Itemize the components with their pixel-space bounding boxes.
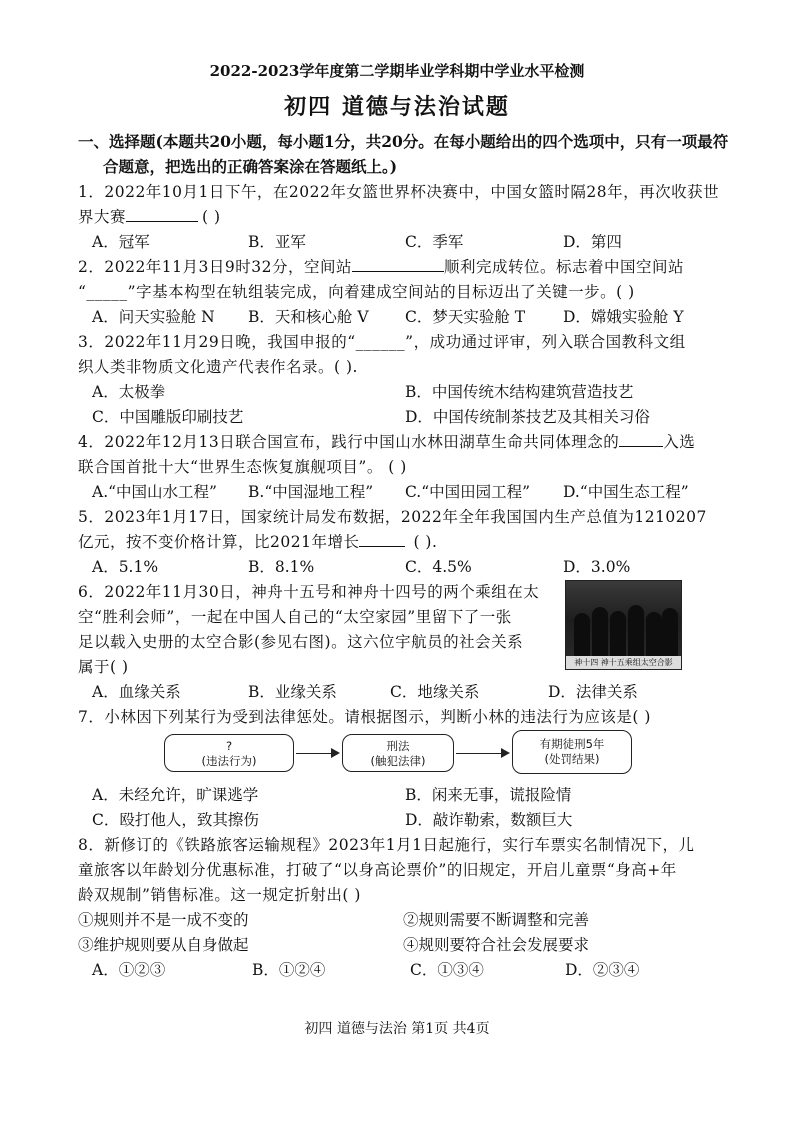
q5-option-a: A．5.1% [92,558,159,576]
flow-box-result-line1: 有期徒刑5年 [539,737,605,751]
q6-option-d: D．法律关系 [548,683,638,701]
q8-statement-2: ②规则需要不断调整和完善 [403,911,590,929]
section-heading-line2: 合题意，把选出的正确答案涂在答题纸上。) [103,157,398,176]
q6-option-c: C．地缘关系 [390,683,480,701]
q4-stem-text-b: 入选 [663,433,696,451]
q2-stem-text-a: 2．2022年11月3日9时32分，空间站 [78,258,352,276]
section-heading-line1: 一、选择题(本题共20小题，每小题1分，共20分。在每小题给出的四个选项中，只有一项最符 [78,132,729,151]
q8-statement-4: ④规则要符合社会发展要求 [403,936,590,954]
q4-option-c: C.“中国田园工程” [405,483,531,501]
answer-blank [359,532,405,547]
answer-blank [352,257,444,272]
exam-title: 初四 道德与法治试题 [284,94,510,120]
q6-option-a: A．血缘关系 [92,683,181,701]
q3-option-a: A．太极拳 [92,383,166,401]
q4-option-b: B.“中国湿地工程” [248,483,374,501]
q2-option-b: B．天和核心舱 V [248,308,369,326]
q3-option-c: C．中国雕版印刷技艺 [92,408,244,426]
q8-option-d: D．②③④ [565,961,640,979]
q8-option-a: A．①②③ [92,961,166,979]
q2-stem-text-b: 顺利完成转位。标志着中国空间站 [443,258,684,276]
flow-box-criminal-law-line1: 刑法 [386,739,410,753]
q4-stem-line1 [78,430,695,452]
answer-blank [619,432,663,447]
q3-option-b: B．中国传统木结构建筑营造技艺 [405,383,634,401]
q7-option-c: C．殴打他人，致其擦伤 [92,811,259,829]
q7-stem: 7．小林因下列某行为受到法律惩处。请根据图示，判断小林的违法行为应该是( ) [78,708,651,726]
q2-stem-line1 [78,255,684,277]
q5-stem-line2 [78,530,437,552]
q7-option-a: A．未经允许，旷课逃学 [92,786,259,804]
q8-statement-1: ①规则并不是一成不变的 [78,911,249,929]
exam-header: 2022-2023学年度第二学期毕业学科期中学业水平检测 [209,62,585,80]
q6-stem-line3: 足以载入史册的太空合影(参见右图)。这六位宇航员的社会关系 [78,633,524,651]
flow-box-violation-line2: (违法行为) [201,754,257,768]
q2-stem-line2: “_____”字基本构型在轨组装完成，向着建成空间站的目标迈出了关键一步。( ) [78,283,635,301]
q8-option-b: B．①②④ [252,961,326,979]
q8-statement-3: ③维护规则要从自身做起 [78,936,249,954]
q6-option-b: B．业缘关系 [248,683,337,701]
q1-stem-line1: 1．2022年10月1日下午，在2022年女篮世界杯决赛中，中国女篮时隔28年，再次收获世 [78,183,720,201]
q7-option-b: B．闲来无事，谎报险情 [405,786,572,804]
q1-option-d: D．第四 [563,233,622,251]
astronaut-group-photo [565,580,682,670]
q1-option-a: A．冠军 [92,233,150,251]
page-footer: 初四 道德与法治 第1页 共4页 [304,1021,490,1037]
q3-stem-line2: 织人类非物质文化遗产代表作名录。( ). [78,358,358,376]
q6-stem-line1: 6．2022年11月30日，神舟十五号和神舟十四号的两个乘组在太 [78,583,540,601]
q1-stem-text: 界大赛 [78,208,127,226]
flow-arrow [456,753,508,754]
q5-option-b: B．8.1% [248,558,315,576]
q5-option-c: C．4.5% [405,558,472,576]
q3-option-d: D．中国传统制茶技艺及其相关习俗 [405,408,650,426]
flow-box-violation [164,734,294,772]
q4-stem-text-a: 4．2022年12月13日联合国宣布，践行中国山水林田湖草生命共同体理念的 [78,433,620,451]
q6-stem-line2: 空“胜利会师”，一起在中国人自己的“太空家园”里留下了一张 [78,608,512,626]
flow-box-violation-line1: ? [225,739,233,753]
q4-stem-line2: 联合国首批十大“世界生态恢复旗舰项目”。 ( ) [78,458,407,476]
flow-arrow [296,753,338,754]
q7-option-d: D．敲诈勒索，数额巨大 [405,811,573,829]
flow-box-criminal-law [342,734,454,772]
q5-stem-text: 亿元，按不变价格计算，比2021年增长 [78,533,360,551]
q2-option-d: D．嫦娥实验舱 Y [563,308,684,326]
q8-option-c: C．①③④ [410,961,484,979]
flow-box-criminal-law-line2: (触犯法律) [370,754,426,768]
q8-stem-line1: 8．新修订的《铁路旅客运输规程》2023年1月1日起施行，实行车票实名制情况下，儿 [78,836,695,854]
q8-stem-line2: 童旅客以年龄划分优惠标准，打破了“以身高论票价”的旧规定，开启儿童票“身高+年 [78,861,677,879]
flow-box-result [512,730,632,774]
q6-stem-line4: 属于( ) [78,658,129,676]
q2-option-a: A．问天实验舱 N [92,308,215,326]
q3-stem-line1: 3．2022年11月29日晚，我国申报的“______”，成功通过评审，列入联合国教科文组 [78,333,686,351]
answer-paren: ( ). [413,533,438,551]
q8-stem-line3: 龄双规制”销售标准。这一规定折射出( ) [78,886,361,904]
q2-option-c: C．梦天实验舱 T [405,308,526,326]
q4-option-d: D.“中国生态工程” [563,483,689,501]
q1-option-b: B．亚军 [248,233,306,251]
q5-option-d: D．3.0% [563,558,631,576]
q4-option-a: A.“中国山水工程” [92,483,217,501]
photo-caption: 神十四 神十五乘组太空合影 [566,656,681,669]
answer-paren: ( ) [202,208,221,226]
flow-box-result-line2: (处罚结果) [544,752,600,766]
q1-option-c: C．季军 [405,233,464,251]
q1-stem-line2 [78,205,221,227]
q5-stem-line1: 5．2023年1月17日，国家统计局发布数据，2022年全年我国国内生产总值为1210207 [78,508,707,526]
answer-blank [126,207,198,222]
